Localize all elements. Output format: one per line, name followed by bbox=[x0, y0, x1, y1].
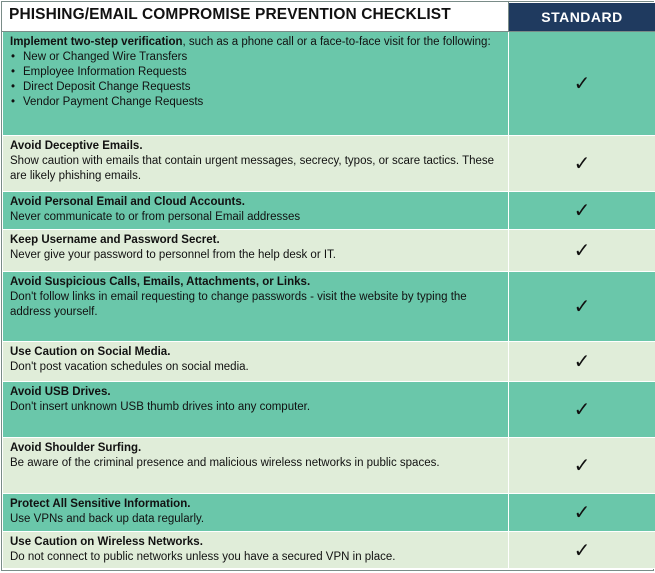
standard-cell bbox=[509, 494, 655, 532]
item-title: Keep Username and Password Secret. bbox=[10, 233, 501, 248]
checkmark-icon: ✓ bbox=[574, 455, 591, 477]
table-row bbox=[3, 438, 655, 494]
checklist-table bbox=[2, 2, 655, 569]
table-row bbox=[3, 230, 655, 272]
item-cell bbox=[3, 532, 509, 569]
standard-cell bbox=[509, 438, 655, 494]
standard-cell bbox=[509, 192, 655, 230]
item-cell bbox=[3, 192, 509, 230]
item-cell bbox=[3, 342, 509, 382]
item-cell bbox=[3, 230, 509, 272]
list-item: • Employee Information Requests bbox=[23, 65, 501, 80]
item-cell bbox=[3, 32, 509, 136]
standard-cell bbox=[509, 136, 655, 192]
checkmark-icon: ✓ bbox=[574, 296, 591, 318]
table-row-two-step-verification bbox=[3, 32, 655, 136]
checkmark-icon: ✓ bbox=[574, 73, 591, 95]
table-row bbox=[3, 136, 655, 192]
table-row bbox=[3, 272, 655, 342]
checkmark-icon: ✓ bbox=[574, 351, 591, 373]
list-item: • Vendor Payment Change Requests bbox=[23, 95, 501, 110]
item-description: Use VPNs and back up data regularly. bbox=[10, 512, 501, 527]
table-row bbox=[3, 382, 655, 438]
item-cell bbox=[3, 136, 509, 192]
item-lead bbox=[10, 36, 491, 48]
standard-cell bbox=[509, 272, 655, 342]
table-header-row bbox=[3, 3, 655, 32]
item-title: Avoid Deceptive Emails. bbox=[10, 139, 501, 154]
item-cell bbox=[3, 438, 509, 494]
table-row bbox=[3, 342, 655, 382]
item-description: Never communicate to or from personal Email addresses bbox=[10, 210, 501, 225]
checklist-title: PHISHING/EMAIL COMPROMISE PREVENTION CHECKLIST bbox=[3, 3, 509, 32]
item-title: Use Caution on Wireless Networks. bbox=[10, 535, 501, 550]
list-item: • New or Changed Wire Transfers bbox=[23, 50, 501, 65]
item-description: Be aware of the criminal presence and malicious wireless networks in public spaces. bbox=[10, 456, 501, 471]
checkmark-icon: ✓ bbox=[574, 240, 591, 262]
standard-cell bbox=[509, 382, 655, 438]
item-lead-bold: Implement two-step verification bbox=[10, 36, 183, 48]
item-description: Show caution with emails that contain urgent messages, secrecy, typos, or scare tactics. These are likely phishing emails. bbox=[10, 154, 501, 184]
standard-cell bbox=[509, 230, 655, 272]
item-title: Use Caution on Social Media. bbox=[10, 345, 501, 360]
item-title: Avoid USB Drives. bbox=[10, 385, 501, 400]
standard-cell bbox=[509, 532, 655, 569]
item-title: Avoid Personal Email and Cloud Accounts. bbox=[10, 195, 501, 210]
item-cell bbox=[3, 382, 509, 438]
checkmark-icon: ✓ bbox=[574, 200, 591, 222]
item-title: Avoid Shoulder Surfing. bbox=[10, 441, 501, 456]
item-title: Avoid Suspicious Calls, Emails, Attachments, or Links. bbox=[10, 275, 501, 290]
item-cell bbox=[3, 494, 509, 532]
item-description: Never give your password to personnel from the help desk or IT. bbox=[10, 248, 501, 263]
list-item: • Direct Deposit Change Requests bbox=[23, 80, 501, 95]
item-description: Don't follow links in email requesting to change passwords - visit the website by typing the address yourself. bbox=[10, 290, 501, 320]
standard-column-header: STANDARD bbox=[509, 3, 655, 32]
item-title: Protect All Sensitive Information. bbox=[10, 497, 501, 512]
checkmark-icon: ✓ bbox=[574, 540, 591, 562]
item-description: Don't post vacation schedules on social media. bbox=[10, 360, 501, 375]
item-cell bbox=[3, 272, 509, 342]
table-row bbox=[3, 494, 655, 532]
item-description: Do not connect to public networks unless you have a secured VPN in place. bbox=[10, 550, 501, 565]
checklist-document bbox=[1, 1, 654, 571]
table-row bbox=[3, 192, 655, 230]
checkmark-icon: ✓ bbox=[574, 153, 591, 175]
standard-cell bbox=[509, 342, 655, 382]
checkmark-icon: ✓ bbox=[574, 502, 591, 524]
item-description: Don't insert unknown USB thumb drives into any computer. bbox=[10, 400, 501, 415]
verification-list bbox=[10, 50, 501, 110]
table-row bbox=[3, 532, 655, 569]
checkmark-icon: ✓ bbox=[574, 399, 591, 421]
standard-cell bbox=[509, 32, 655, 136]
item-lead-rest: , such as a phone call or a face-to-face visit for the following: bbox=[183, 36, 491, 48]
